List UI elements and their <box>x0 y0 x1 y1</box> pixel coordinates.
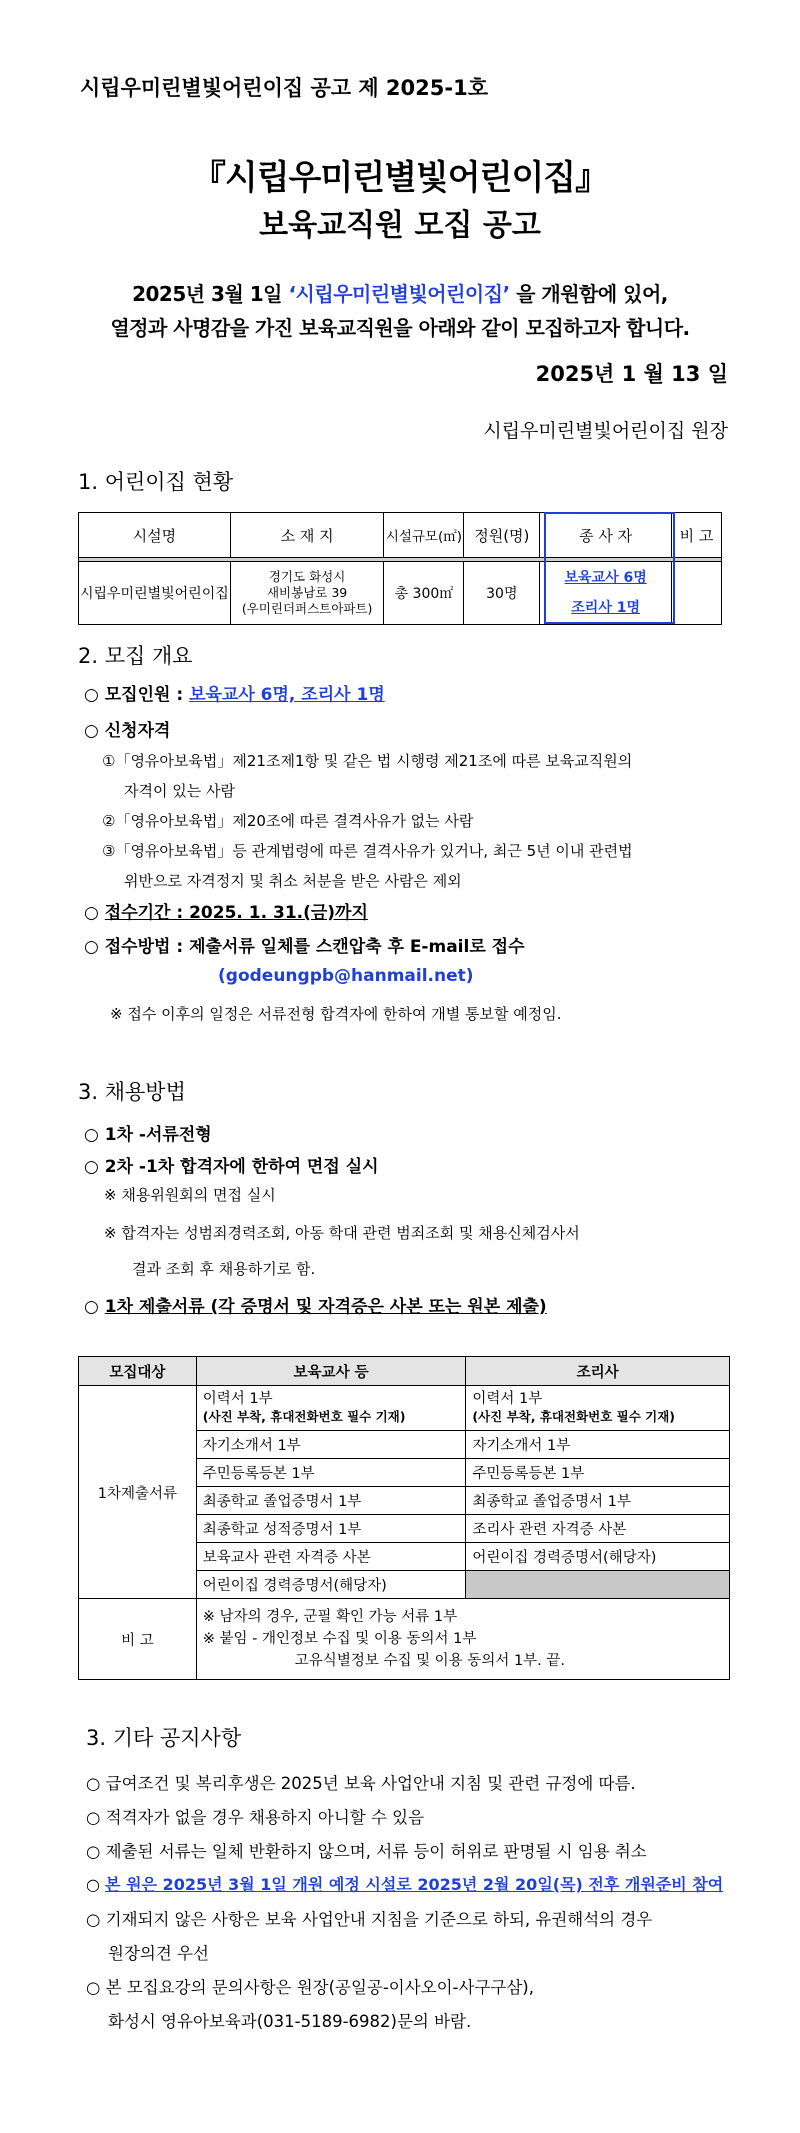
docs-heading-text: 1차 제출서류 (각 증명서 및 자격증은 사본 또는 원본 제출) <box>104 1297 547 1317</box>
cook-doc-4: 최종학교 졸업증명서 1부 <box>466 1487 730 1515</box>
qualification-3a: ③「영유아보육법」등 관계법령에 따른 결격사유가 있거나, 최근 5년 이내 관련법 <box>102 842 633 860</box>
teacher-doc-6: 보육교사 관련 자격증 사본 <box>196 1543 466 1571</box>
th-size: 시설규모(㎡) <box>384 513 464 558</box>
intro-line-2: 열정과 사명감을 가진 보육교직원을 아래와 같이 모집하고자 합니다. <box>110 316 690 340</box>
teacher-doc-1-label: 이력서 1부 <box>202 1391 273 1407</box>
facility-capacity: 30명 <box>464 562 540 625</box>
docs-bullet: ○ <box>84 1297 105 1317</box>
docs-remark-2: ※ 붙임 - 개인정보 수집 및 이용 동의서 1부 <box>202 1631 477 1647</box>
application-method: ○ 접수방법 : 제출서류 일체를 스캔압축 후 E-mail로 접수 <box>84 937 525 957</box>
addr-line-1: 경기도 화성시 <box>268 569 346 584</box>
teacher-doc-5: 최종학교 성적증명서 1부 <box>196 1515 466 1543</box>
notice-item-5b: 원장의견 우선 <box>108 1944 209 1963</box>
qualification-label: ○ 신청자격 <box>84 721 171 741</box>
qualification-2: ②「영유아보육법」제20조에 따른 결격사유가 없는 사람 <box>102 812 474 830</box>
director-signature: 시립우미린별빛어린이집 원장 <box>483 420 728 442</box>
th-capacity: 정원(명) <box>464 513 540 558</box>
check-note-a: ※ 합격자는 성범죄경력조회, 아동 학대 관련 범죄조회 및 채용신체검사서 <box>104 1224 580 1242</box>
docs-category: 1차제출서류 <box>79 1386 197 1599</box>
notice-item-4 <box>86 1872 723 1895</box>
notice-item-1: ○ 급여조건 및 복리후생은 2025년 보육 사업안내 지침 및 관련 규정에 따름. <box>86 1774 636 1793</box>
page-title: 『시립우미린별빛어린이집』 <box>191 158 609 198</box>
docs-remark-1: ※ 남자의 경우, 군필 확인 가능 서류 1부 <box>202 1609 458 1625</box>
notice-item-4-text: 본 원은 2025년 3월 1일 개원 예정 시설로 2025년 2월 20일(목) 전후 개원준비 참여 <box>105 1875 724 1894</box>
cook-doc-6: 어린이집 경력증명서(해당자) <box>466 1543 730 1571</box>
section-3-title: 3. 채용방법 <box>78 1080 186 1104</box>
docs-remark <box>196 1599 729 1680</box>
step-1: ○ 1차 -서류전형 <box>84 1125 212 1145</box>
notice-number: 시립우미린별빛어린이집 공고 제 2025-1호 <box>80 76 488 100</box>
cook-doc-1 <box>466 1386 730 1431</box>
facility-remark <box>672 562 722 625</box>
th-staff: 종 사 자 <box>540 513 672 558</box>
staff-cook: 조리사 1명 <box>571 600 640 616</box>
teacher-doc-3: 주민등록등본 1부 <box>196 1459 466 1487</box>
cook-doc-5: 조리사 관련 자격증 사본 <box>466 1515 730 1543</box>
facility-size: 총 300㎡ <box>384 562 464 625</box>
cook-doc-empty <box>466 1571 730 1599</box>
addr-line-3: (우미린더퍼스트아파트) <box>241 601 373 616</box>
check-note-b: 결과 조회 후 채용하기로 함. <box>132 1260 316 1278</box>
intro-rest: 을 개원함에 있어, <box>509 282 668 306</box>
notice-item-6a: ○ 본 모집요강의 문의사항은 원장(공일공-이사오이-사구구삼), <box>86 1978 534 1997</box>
application-period <box>84 898 368 923</box>
docs-th-target: 모집대상 <box>79 1357 197 1386</box>
notice-date: 2025년 1 월 13 일 <box>535 362 728 386</box>
addr-line-2: 새비봉남로 39 <box>266 585 348 600</box>
staff-teacher: 보육교사 6명 <box>564 570 647 586</box>
notice-item-4-bullet: ○ <box>86 1875 106 1894</box>
th-location: 소 재 지 <box>230 513 384 558</box>
schedule-note: ※ 접수 이후의 일정은 서류전형 합격자에 한하여 개별 통보할 예정임. <box>110 1005 562 1023</box>
application-email: (godeungpb@hanmail.net) <box>218 966 474 986</box>
docs-remark-3: 고유식별정보 수집 및 이용 동의서 1부. 끝. <box>294 1653 566 1669</box>
notice-item-6b: 화성시 영유아보육과(031-5189-6982)문의 바람. <box>108 2012 472 2031</box>
facility-name: 시립우미린별빛어린이집 <box>79 562 231 625</box>
recruit-value: 보육교사 6명, 조리사 1명 <box>189 685 385 705</box>
teacher-doc-1 <box>196 1386 466 1431</box>
notice-item-2: ○ 적격자가 없을 경우 채용하지 아니할 수 있음 <box>86 1808 425 1827</box>
teacher-doc-7: 어린이집 경력증명서(해당자) <box>196 1571 466 1599</box>
period-bullet: ○ <box>84 903 105 923</box>
documents-table <box>78 1356 730 1680</box>
teacher-doc-2: 자기소개서 1부 <box>196 1431 466 1459</box>
section-1-title: 1. 어린이집 현황 <box>78 470 234 494</box>
qualification-1a: ①「영유아보육법」제21조제1항 및 같은 법 시행령 제21조에 따른 보육교직원의 <box>102 752 633 770</box>
recruit-label: ○ 모집인원 : <box>84 685 190 705</box>
period-text: 접수기간 : 2025. 1. 31.(금)까지 <box>104 903 368 923</box>
intro-center-name: ‘시립우미린별빛어린이집’ <box>288 282 510 306</box>
notice-item-3: ○ 제출된 서류는 일체 반환하지 않으며, 서류 등이 허위로 판명될 시 임용 취소 <box>86 1842 647 1861</box>
docs-heading <box>84 1292 547 1317</box>
cook-doc-3: 주민등록등본 1부 <box>466 1459 730 1487</box>
docs-remark-label: 비 고 <box>79 1599 197 1680</box>
intro-date: 2025년 3월 1일 <box>132 282 289 306</box>
docs-th-cook: 조리사 <box>466 1357 730 1386</box>
section-2-title: 2. 모집 개요 <box>78 644 193 668</box>
docs-th-teacher: 보육교사 등 <box>196 1357 466 1386</box>
th-facility: 시설명 <box>79 513 231 558</box>
staff-highlight-box <box>544 512 675 624</box>
qualification-1b: 자격이 있는 사람 <box>124 782 235 800</box>
cook-doc-2: 자기소개서 1부 <box>466 1431 730 1459</box>
recruit-count <box>84 680 385 705</box>
page-subtitle: 보육교직원 모집 공고 <box>259 208 541 243</box>
qualification-3b: 위반으로 자격정지 및 취소 처분을 받은 사람은 제외 <box>124 872 462 890</box>
intro-line-1 <box>40 278 760 307</box>
teacher-doc-4: 최종학교 졸업증명서 1부 <box>196 1487 466 1515</box>
cook-doc-1-label: 이력서 1부 <box>472 1391 543 1407</box>
notice-item-5a: ○ 기재되지 않은 사항은 보육 사업안내 지침을 기준으로 하되, 유권해석의 경우 <box>86 1910 653 1929</box>
section-4-title: 3. 기타 공지사항 <box>86 1726 242 1750</box>
interview-note: ※ 채용위원회의 면접 실시 <box>104 1186 276 1204</box>
facility-address <box>230 562 384 625</box>
step-2: ○ 2차 -1차 합격자에 한하여 면접 실시 <box>84 1157 379 1177</box>
cook-doc-1-note: (사진 부착, 휴대전화번호 필수 기재) <box>472 1409 676 1424</box>
teacher-doc-1-note: (사진 부착, 휴대전화번호 필수 기재) <box>202 1409 406 1424</box>
th-remark: 비 고 <box>672 513 722 558</box>
